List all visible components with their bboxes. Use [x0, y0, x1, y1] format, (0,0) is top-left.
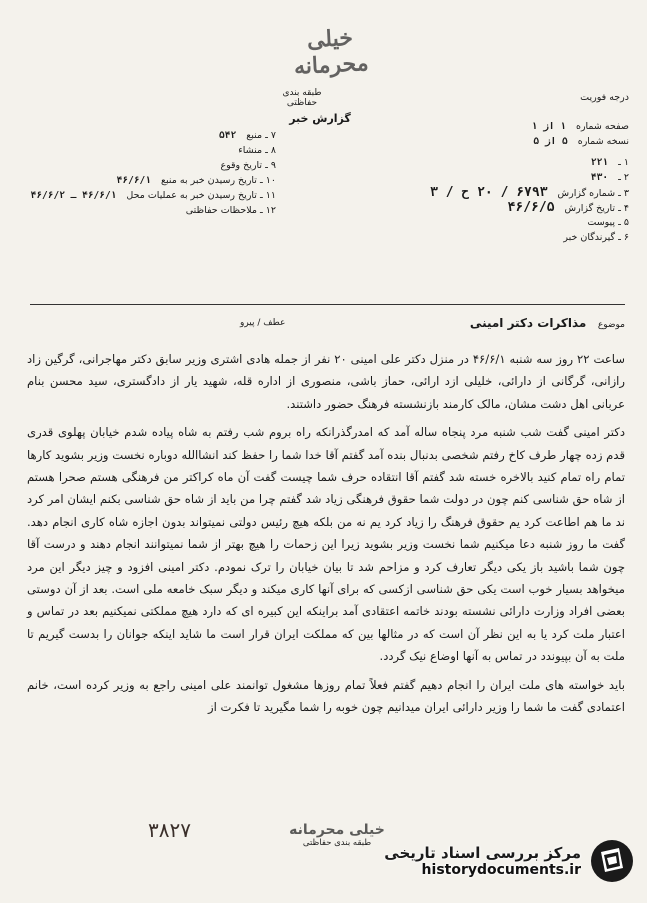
watermark: [345, 833, 635, 889]
report-metadata-left: [30, 128, 276, 218]
report-metadata-right: [389, 90, 629, 245]
field-attachment: ۵ ـ پیوست: [587, 217, 629, 228]
footer-classification: طبقه بندی حفاظتی: [302, 838, 372, 848]
field-report-number: ۳ ـ شماره گزارش۶۷۹۳ / ۲۰ ح / ۳: [430, 185, 629, 200]
field-2: ۲ ـ۴۳۰: [590, 172, 629, 183]
field-origin: ۸ ـ منشاء: [238, 145, 276, 156]
reference-label: عطف / پیرو: [240, 318, 286, 328]
classification-label: طبقه بندی حفاظتی: [282, 88, 322, 108]
field-ops-received-date: ۱۱ ـ تاریخ رسیدن خبر به عملیات محل۴۶/۶/۱ ـ ۴۶/۶/۲: [30, 190, 276, 201]
body-paragraph: ساعت ۲۲ روز سه شنبه ۴۶/۶/۱ در منزل دکتر علی امینی ۲۰ نفر از جمله هادی اشتری وزیر سابق دکتر مهاجرانی، گرگین زاد رازانی، گرگانی از دارائی، خلیلی ازد ارائی، حماز باشی، منصوری از اداره قله، شهید یار از دادگستری، سید محسن بنام عربانی اهل دشت مشان، مالک کارمند بازنشسته فرهنگ حضور داشتند.: [27, 352, 625, 411]
body-paragraph: دکتر امینی گفت شب شنبه مرد پنجاه ساله آمد که امدرگذرانکه راه بروم شب رفتم به شاه پیاده شدم خیابان پهلوی قدری قدم زده چهار طرف کاخ رفتم شخصی بدنبال بنده آمد گفتم آقا خدا شما را حفظ کند انشاالله دوباره نخست وزیر بشوید کارها تمام راه تمام کنید بالاخره خسته شد گفتم آقا انتقاده حرف شما چیست گفت آن ماه کراکتر من فرهنگی هستم صحرا هستم از شاه حق شناسی کنم چون در دولت شما حقوق فرهنگی زیاد شد گفتم چرا من باید از شاه حق شناسی بکنم ایشان امر کرد ند ما هم اطاعت کرد یم حقوق فرهنگ را زیاد کرد یم نه من بلکه هیچ رئیس دولتی نمیتواند بدون اجازه شاه کاری انجام دهد. گفت ما روز شنبه دعا میکنیم شما نخست وزیر بشوید زیرا این زحمات را هیچ بهتر از شما نمیتوانند انجام دهند و درست آقا چون شما باشید باز یکی دیگر تعارف کرد و مزاحم شد تا بیان خیابان را ترک نمودم. دکتر امینی افزود و چیز دیگر این مرد میخواهد بسیار خوب است یکی حق شناسی ازکسی که برای آنها کاری میکند و دیگر سبک خامعه ملی است. بعد از آن دوستی بعضی افراد وزارت دارائی نشسته بودند خاتمه اعتقادی آمد براینکه این کبیره ای که دارد هیچ مملکتی نمیکنیم بعد در تماس و اعتبار ملت کرد یا به این نظر آن است که در مثالها بین که مملکت ایران قرار است ما شاید اینکه جوانان را بدست گیریم تا ملت به آن بپیوندد در تماس به آنها اوضاع نیک گردد.: [27, 425, 625, 664]
archive-number: ۳۸۲۷: [148, 818, 191, 842]
subject-row: [30, 316, 625, 338]
footer-stamp-scrawl: خیلی محرمانه: [289, 822, 385, 838]
watermark-url: historydocuments.ir: [421, 862, 581, 878]
archive-logo-icon: [589, 838, 635, 884]
top-stamp: خیلی محرمانه: [293, 24, 370, 80]
header-divider: [30, 304, 625, 305]
report-body: [27, 348, 625, 725]
field-page-number: صفحه شماره۱ از ۱: [531, 121, 629, 132]
subject-label: موضوع: [597, 320, 625, 330]
field-1: ۱ ـ۲۲۱: [590, 157, 629, 168]
watermark-title: مرکز بررسی اسناد تاریخی: [384, 844, 581, 862]
field-copy-number: نسخه شماره۵ از ۵: [533, 136, 629, 147]
field-source-received-date: ۱۰ ـ تاریخ رسیدن خبر به منبع۴۶/۶/۱: [116, 175, 276, 186]
field-urgency: درجه فوریت: [580, 92, 629, 103]
field-source: ۷ ـ منبع۵۴۲: [219, 130, 276, 141]
field-report-date: ۴ ـ تاریخ گزارش۴۶/۶/۵: [507, 200, 629, 215]
report-title: گزارش خبر: [289, 112, 351, 125]
field-recipients: ۶ ـ گیرندگان خبر: [563, 232, 629, 243]
field-occurrence-date: ۹ ـ تاریخ وقوع: [220, 160, 276, 171]
body-paragraph: باید خواسته های ملت ایران را انجام دهیم گفتم فعلاً تمام روزها مشغول توانمند علی امینی راجع به وزیر کرده است، خانم اعتمادی گفت ما شما را وزیر دارائی ایران میدانیم چون خوبه را شما مگیرید تا فکرت از: [27, 677, 625, 715]
subject-text: مذاکرات دکتر امینی: [469, 316, 587, 330]
field-security-notes: ۱۲ ـ ملاحظات حفاظتی: [185, 205, 276, 216]
